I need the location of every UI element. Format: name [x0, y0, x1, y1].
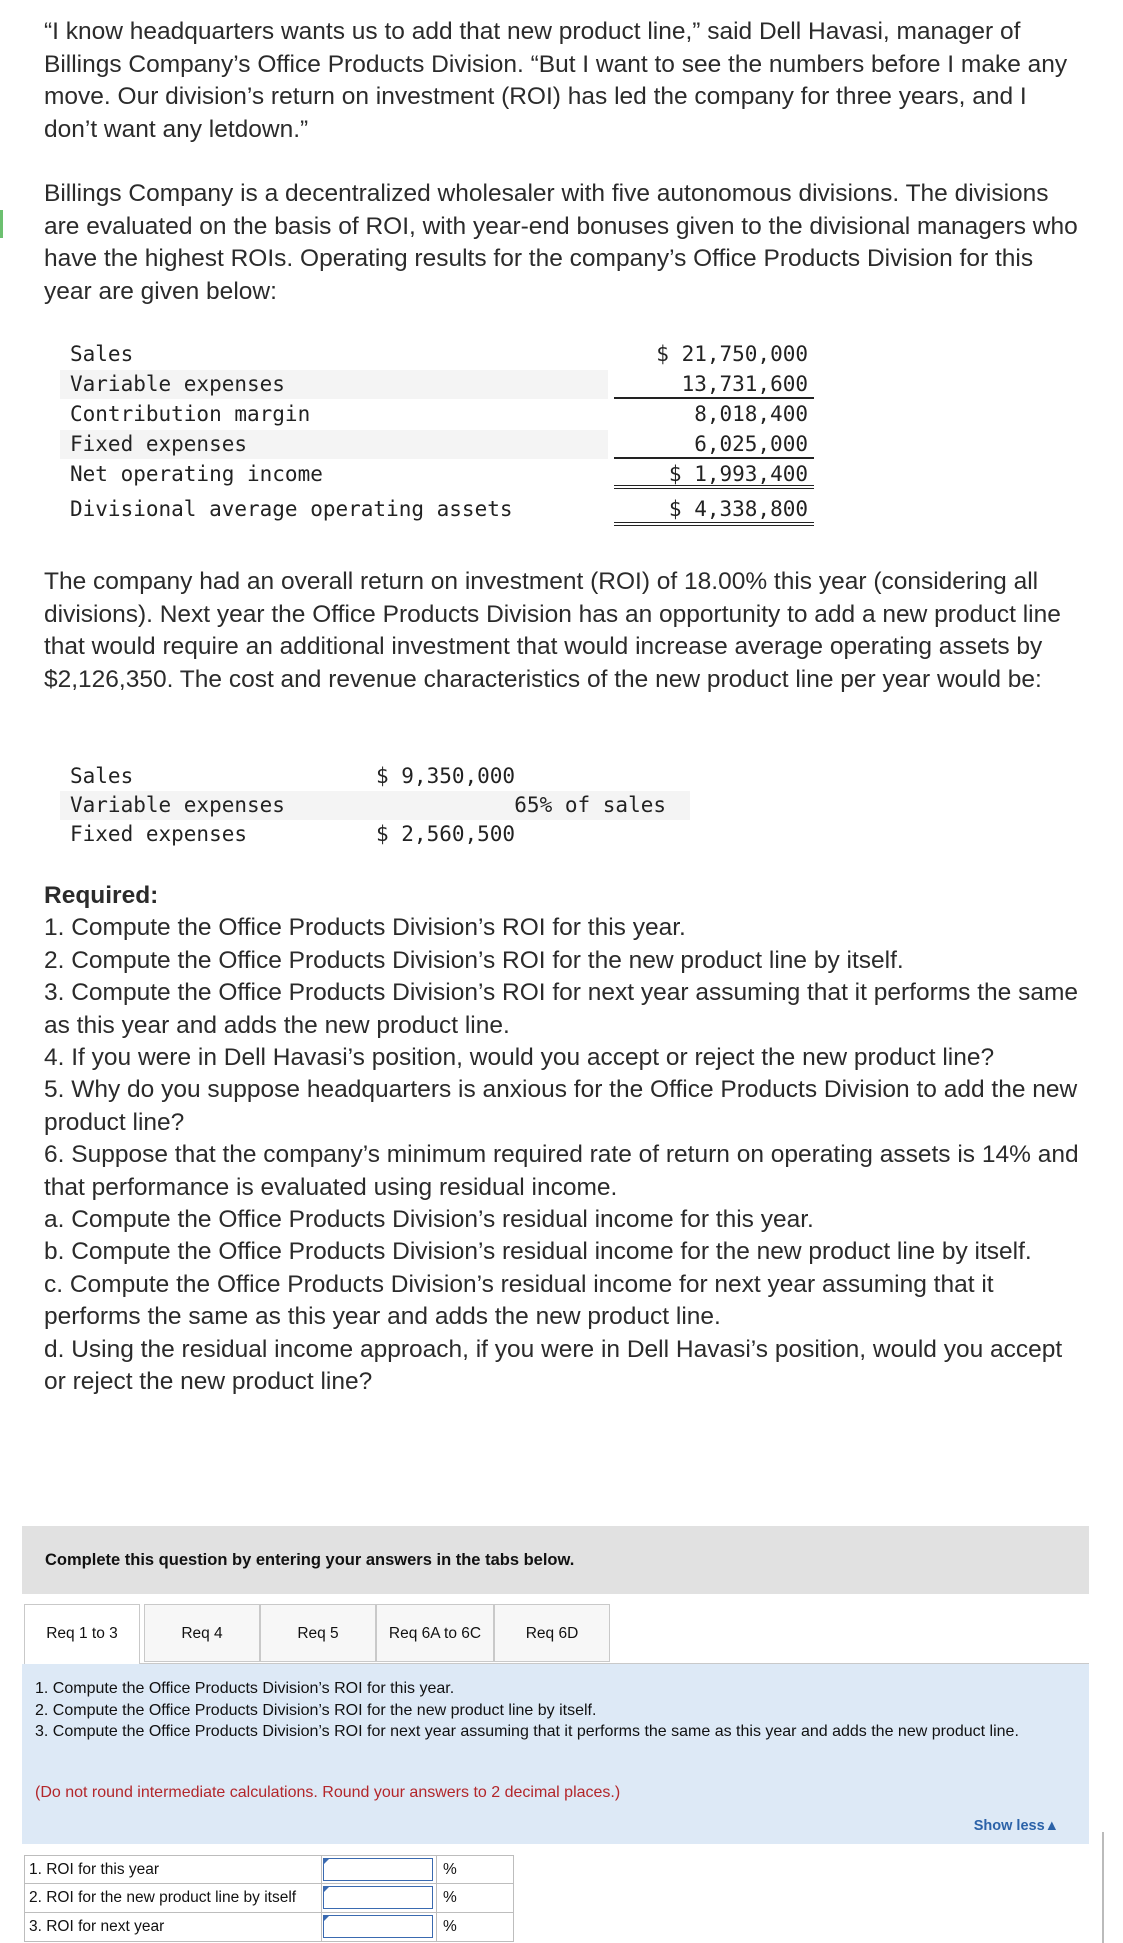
required-item: a. Compute the Office Products Division’s residual income for this year. [44, 1206, 814, 1234]
tab-req-4[interactable]: Req 4 [144, 1604, 260, 1662]
table-row [60, 492, 814, 528]
roi-new-line-input[interactable] [323, 1886, 433, 1909]
row-label: Sales [70, 764, 134, 788]
row-label: Net operating income [70, 462, 323, 486]
unit-label: % [443, 1889, 457, 1906]
input-marker-icon [323, 1858, 330, 1865]
required-item: 2. Compute the Office Products Division’s ROI for the new product line by itself. [44, 946, 904, 974]
table-row [60, 762, 690, 791]
required-section [44, 880, 1084, 1399]
unit-label: % [443, 1918, 457, 1935]
row-value: $ 2,560,500 [376, 822, 516, 846]
unit-label: % [443, 1861, 457, 1878]
input-marker-icon [323, 1886, 330, 1893]
row-label: Sales [70, 342, 134, 366]
required-item: b. Compute the Office Products Division’s residual income for the new product line by itself. [44, 1238, 1032, 1266]
table-row [24, 1855, 514, 1884]
table-row [24, 1913, 514, 1942]
row-label: Fixed expenses [70, 822, 248, 846]
answer-label: 3. ROI for next year [29, 1918, 165, 1935]
table-row [60, 820, 690, 849]
row-value: 13,731,600 [614, 370, 814, 399]
table-row [60, 400, 814, 430]
table-row [24, 1884, 514, 1913]
instructions-text: Complete this question by entering your answers in the tabs below. [45, 1551, 575, 1569]
answer-label: 1. ROI for this year [29, 1861, 160, 1878]
row-value: 65% of sales [514, 793, 666, 817]
required-item: 3. Compute the Office Products Division’s ROI for next year assuming that it performs the same as this year and adds the new product line. [44, 979, 1078, 1039]
panel-line: 3. Compute the Office Products Division’s ROI for next year assuming that it performs the same as this year and adds the new product line. [35, 1723, 1019, 1740]
required-item: d. Using the residual income approach, if you were in Dell Havasi’s position, would you accept or reject the new product line? [44, 1335, 1063, 1396]
row-value: 8,018,400 [694, 402, 808, 426]
row-value: 6,025,000 [614, 430, 814, 459]
row-value: $ 4,338,800 [614, 492, 814, 526]
panel-line: 1. Compute the Office Products Division’s ROI for this year. [35, 1680, 455, 1697]
tab-req-5[interactable]: Req 5 [260, 1604, 376, 1662]
required-item: 6. Suppose that the company’s minimum required rate of return on operating assets is 14% and that performance is evaluated using residual income. [44, 1141, 1079, 1201]
row-label: Fixed expenses [60, 430, 608, 459]
roi-next-year-input[interactable] [323, 1915, 433, 1938]
answer-table [24, 1855, 514, 1942]
input-marker-icon [323, 1915, 330, 1922]
row-value: $ 9,350,000 [376, 764, 516, 788]
rounding-note: (Do not round intermediate calculations. Round your answers to 2 decimal places.) [35, 1784, 621, 1801]
operating-results-table [60, 340, 814, 528]
tab-req-6a-to-6c[interactable]: Req 6A to 6C [376, 1604, 494, 1662]
required-item: 5. Why do you suppose headquarters is anxious for the Office Products Division to add the new product line? [44, 1076, 1078, 1136]
tab-req-1-to-3[interactable]: Req 1 to 3 [24, 1604, 140, 1665]
table-row [60, 430, 814, 460]
row-value: $ 21,750,000 [656, 342, 808, 366]
row-label: Variable expenses [70, 793, 285, 817]
row-value: $ 1,993,400 [614, 460, 814, 489]
table-row [60, 370, 814, 400]
required-item: 4. If you were in Dell Havasi’s position, would you accept or reject the new product line? [44, 1044, 995, 1072]
intro-context: Billings Company is a decentralized wholesaler with five autonomous divisions. The divisions are evaluated on the basis of ROI, with year-end bonuses given to the divisional managers who have the highest ROIs. Operating results for the company’s Office Products Division for this year are given below: [44, 180, 1078, 305]
show-less-link[interactable]: Show less▲ [973, 1818, 1059, 1834]
instructions-bar [22, 1526, 1089, 1594]
answer-label: 2. ROI for the new product line by itself [29, 1889, 297, 1906]
scrollbar[interactable] [1102, 1832, 1104, 1943]
roi-this-year-input[interactable] [323, 1858, 433, 1881]
new-line-context: The company had an overall return on investment (ROI) of 18.00% this year (considering all divisions). Next year the Office Products Division has an opportunity to add a new product line that would require an additional investment that would increase average operating assets by $2,126,350. The cost and revenue characteristics of the new product line per year would be: [44, 568, 1061, 693]
question-panel [22, 1664, 1089, 1844]
row-label: Divisional average operating assets [70, 497, 513, 521]
required-heading: Required: [44, 882, 159, 909]
row-label: Contribution margin [70, 402, 311, 426]
intro-quote: “I know headquarters wants us to add that new product line,” said Dell Havasi, manager of Billings Company’s Office Products Division. “But I want to see the numbers before I make any move. Our division’s return on investment (ROI) has led the company for three years, and I don’t want any letdown.” [44, 18, 1068, 143]
new-product-table [60, 762, 690, 849]
required-item: 1. Compute the Office Products Division’s ROI for this year. [44, 914, 686, 942]
panel-instructions [35, 1678, 1075, 1743]
table-row [60, 460, 814, 490]
row-label: Variable expenses [60, 370, 608, 399]
panel-line: 2. Compute the Office Products Division’s ROI for the new product line by itself. [35, 1701, 597, 1719]
required-item: c. Compute the Office Products Division’s residual income for next year assuming that it performs the same as this year and adds the new product line. [44, 1270, 994, 1331]
table-row [60, 340, 814, 370]
tab-req-6d[interactable]: Req 6D [494, 1604, 610, 1662]
margin-marker [0, 210, 3, 238]
table-row [60, 791, 690, 820]
